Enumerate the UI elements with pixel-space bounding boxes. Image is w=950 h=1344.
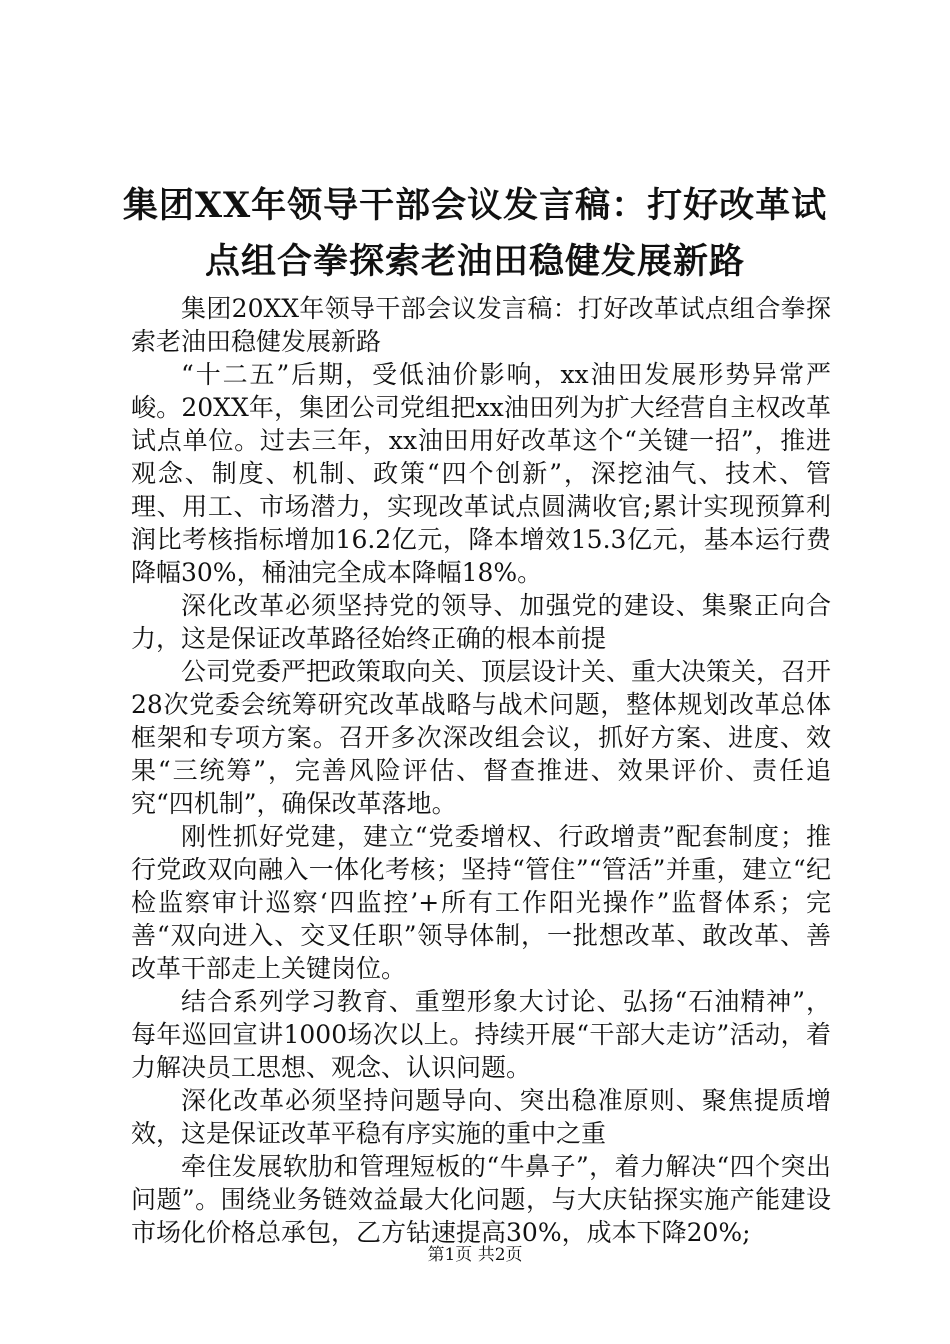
paragraph: “十二五”后期，受低油价影响，xx油田发展形势异常严峻。20XX年，集团公司党组把xx油田列为扩大经营自主权改革试点单位。过去三年，xx油田用好改革这个“关键一招”，推进观念、制度、机制、政策“四个创新”，深挖油气、技术、管理、用工、市场潜力，实现改革试点圆满收官;累计实现预算利润比考核指标增加16.2亿元，降本增效15.3亿元，基本运行费降幅30%，桶油完全成本降幅18%。 <box>131 360 831 587</box>
page-number: 第1页 共2页 <box>427 1245 523 1265</box>
document-body <box>131 292 831 1249</box>
section-heading: 深化改革必须坚持党的领导、加强党的建设、集聚正向合力，这是保证改革路径始终正确的根本前提 <box>131 591 831 653</box>
paragraph: 集团20XX年领导干部会议发言稿：打好改革试点组合拳探索老油田稳健发展新路 <box>131 294 831 356</box>
section-heading: 深化改革必须坚持问题导向、突出稳准原则、聚焦提质增效，这是保证改革平稳有序实施的重中之重 <box>131 1086 831 1148</box>
paragraph: 刚性抓好党建，建立“党委增权、行政增责”配套制度；推行党政双向融入一体化考核；坚持“管住”“管活”并重，建立“纪检监察审计巡察‘四监控’+所有工作阳光操作”监督体系；完善“双向进入、交叉任职”领导体制，一批想改革、敢改革、善改革干部走上关键岗位。 <box>131 822 831 983</box>
document-title: 集团XX年领导干部会议发言稿：打好改革试点组合拳探索老油田稳健发展新路 <box>122 185 828 282</box>
paragraph: 结合系列学习教育、重塑形象大讨论、弘扬“石油精神”，每年巡回宣讲1000场次以上。持续开展“干部大走访”活动，着力解决员工思想、观念、认识问题。 <box>131 987 831 1082</box>
paragraph: 公司党委严把政策取向关、顶层设计关、重大决策关，召开28次党委会统筹研究改革战略与战术问题，整体规划改革总体框架和专项方案。召开多次深改组会议，抓好方案、进度、效果“三统筹”，完善风险评估、督查推进、效果评价、责任追究“四机制”，确保改革落地。 <box>131 657 832 818</box>
paragraph: 牵住发展软肋和管理短板的“牛鼻子”，着力解决“四个突出问题”。围绕业务链效益最大化问题，与大庆钻探实施产能建设市场化价格总承包，乙方钻速提高30%，成本下降20%; <box>131 1152 831 1247</box>
